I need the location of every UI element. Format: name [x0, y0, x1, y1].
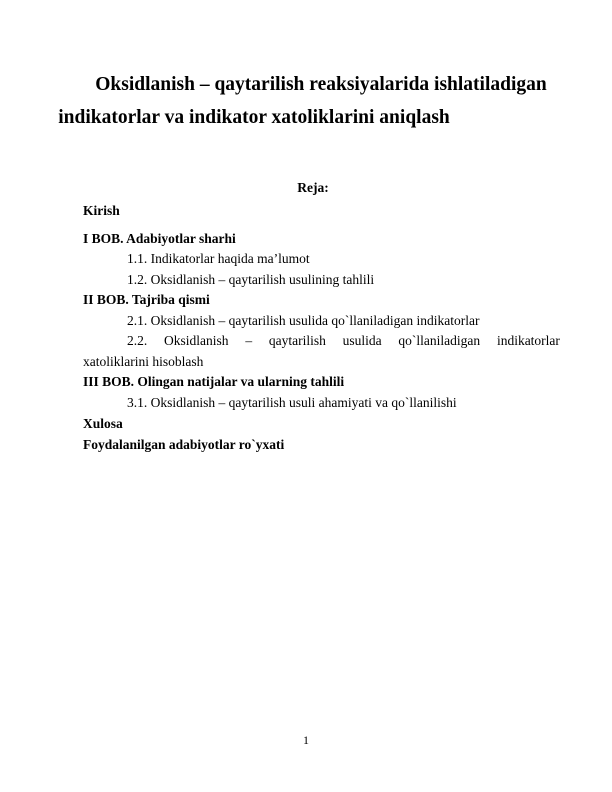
toc-section-1-1: 1.1. Indikatorlar haqida ma’lumot [127, 251, 310, 266]
document-title-line-1: Oksidlanish – qaytarilish reaksiyalarida ishlatiladigan [95, 74, 547, 95]
toc-section-2-2 [127, 333, 560, 349]
document-title-line-2: indikatorlar va indikator xatoliklarini aniqlash [58, 107, 450, 128]
toc-word: Oksidlanish [164, 333, 229, 348]
toc-word: 2.2. [127, 333, 148, 348]
toc-section-2-2-continuation: xatoliklarini hisoblash [83, 354, 204, 369]
toc-section-2-1: 2.1. Oksidlanish – qaytarilish usulida qo`llaniladigan indikatorlar [127, 313, 480, 328]
toc-references: Foydalanilgan adabiyotlar ro`yxati [83, 437, 285, 452]
toc-word: qaytarilish [268, 333, 326, 348]
toc-word: indikatorlar [496, 333, 560, 348]
toc-section-3-1: 3.1. Oksidlanish – qaytarilish usuli ahamiyati va qo`llanilishi [127, 395, 457, 410]
toc-section-1-2: 1.2. Oksidlanish – qaytarilish usulining tahlili [127, 272, 375, 287]
toc-chapter-1: I BOB. Adabiyotlar sharhi [83, 231, 236, 246]
page-number: 1 [303, 733, 309, 747]
toc-chapter-2: II BOB. Tajriba qismi [83, 292, 210, 307]
toc-word: usulida [342, 333, 382, 348]
toc-chapter-3: III BOB. Olingan natijalar va ularning tahlili [83, 374, 345, 389]
toc-conclusion: Xulosa [83, 416, 123, 431]
toc-intro: Kirish [83, 203, 120, 218]
toc-word: – [245, 333, 253, 348]
toc-word: qo`llaniladigan [398, 333, 481, 348]
plan-heading: Reja: [297, 180, 329, 195]
